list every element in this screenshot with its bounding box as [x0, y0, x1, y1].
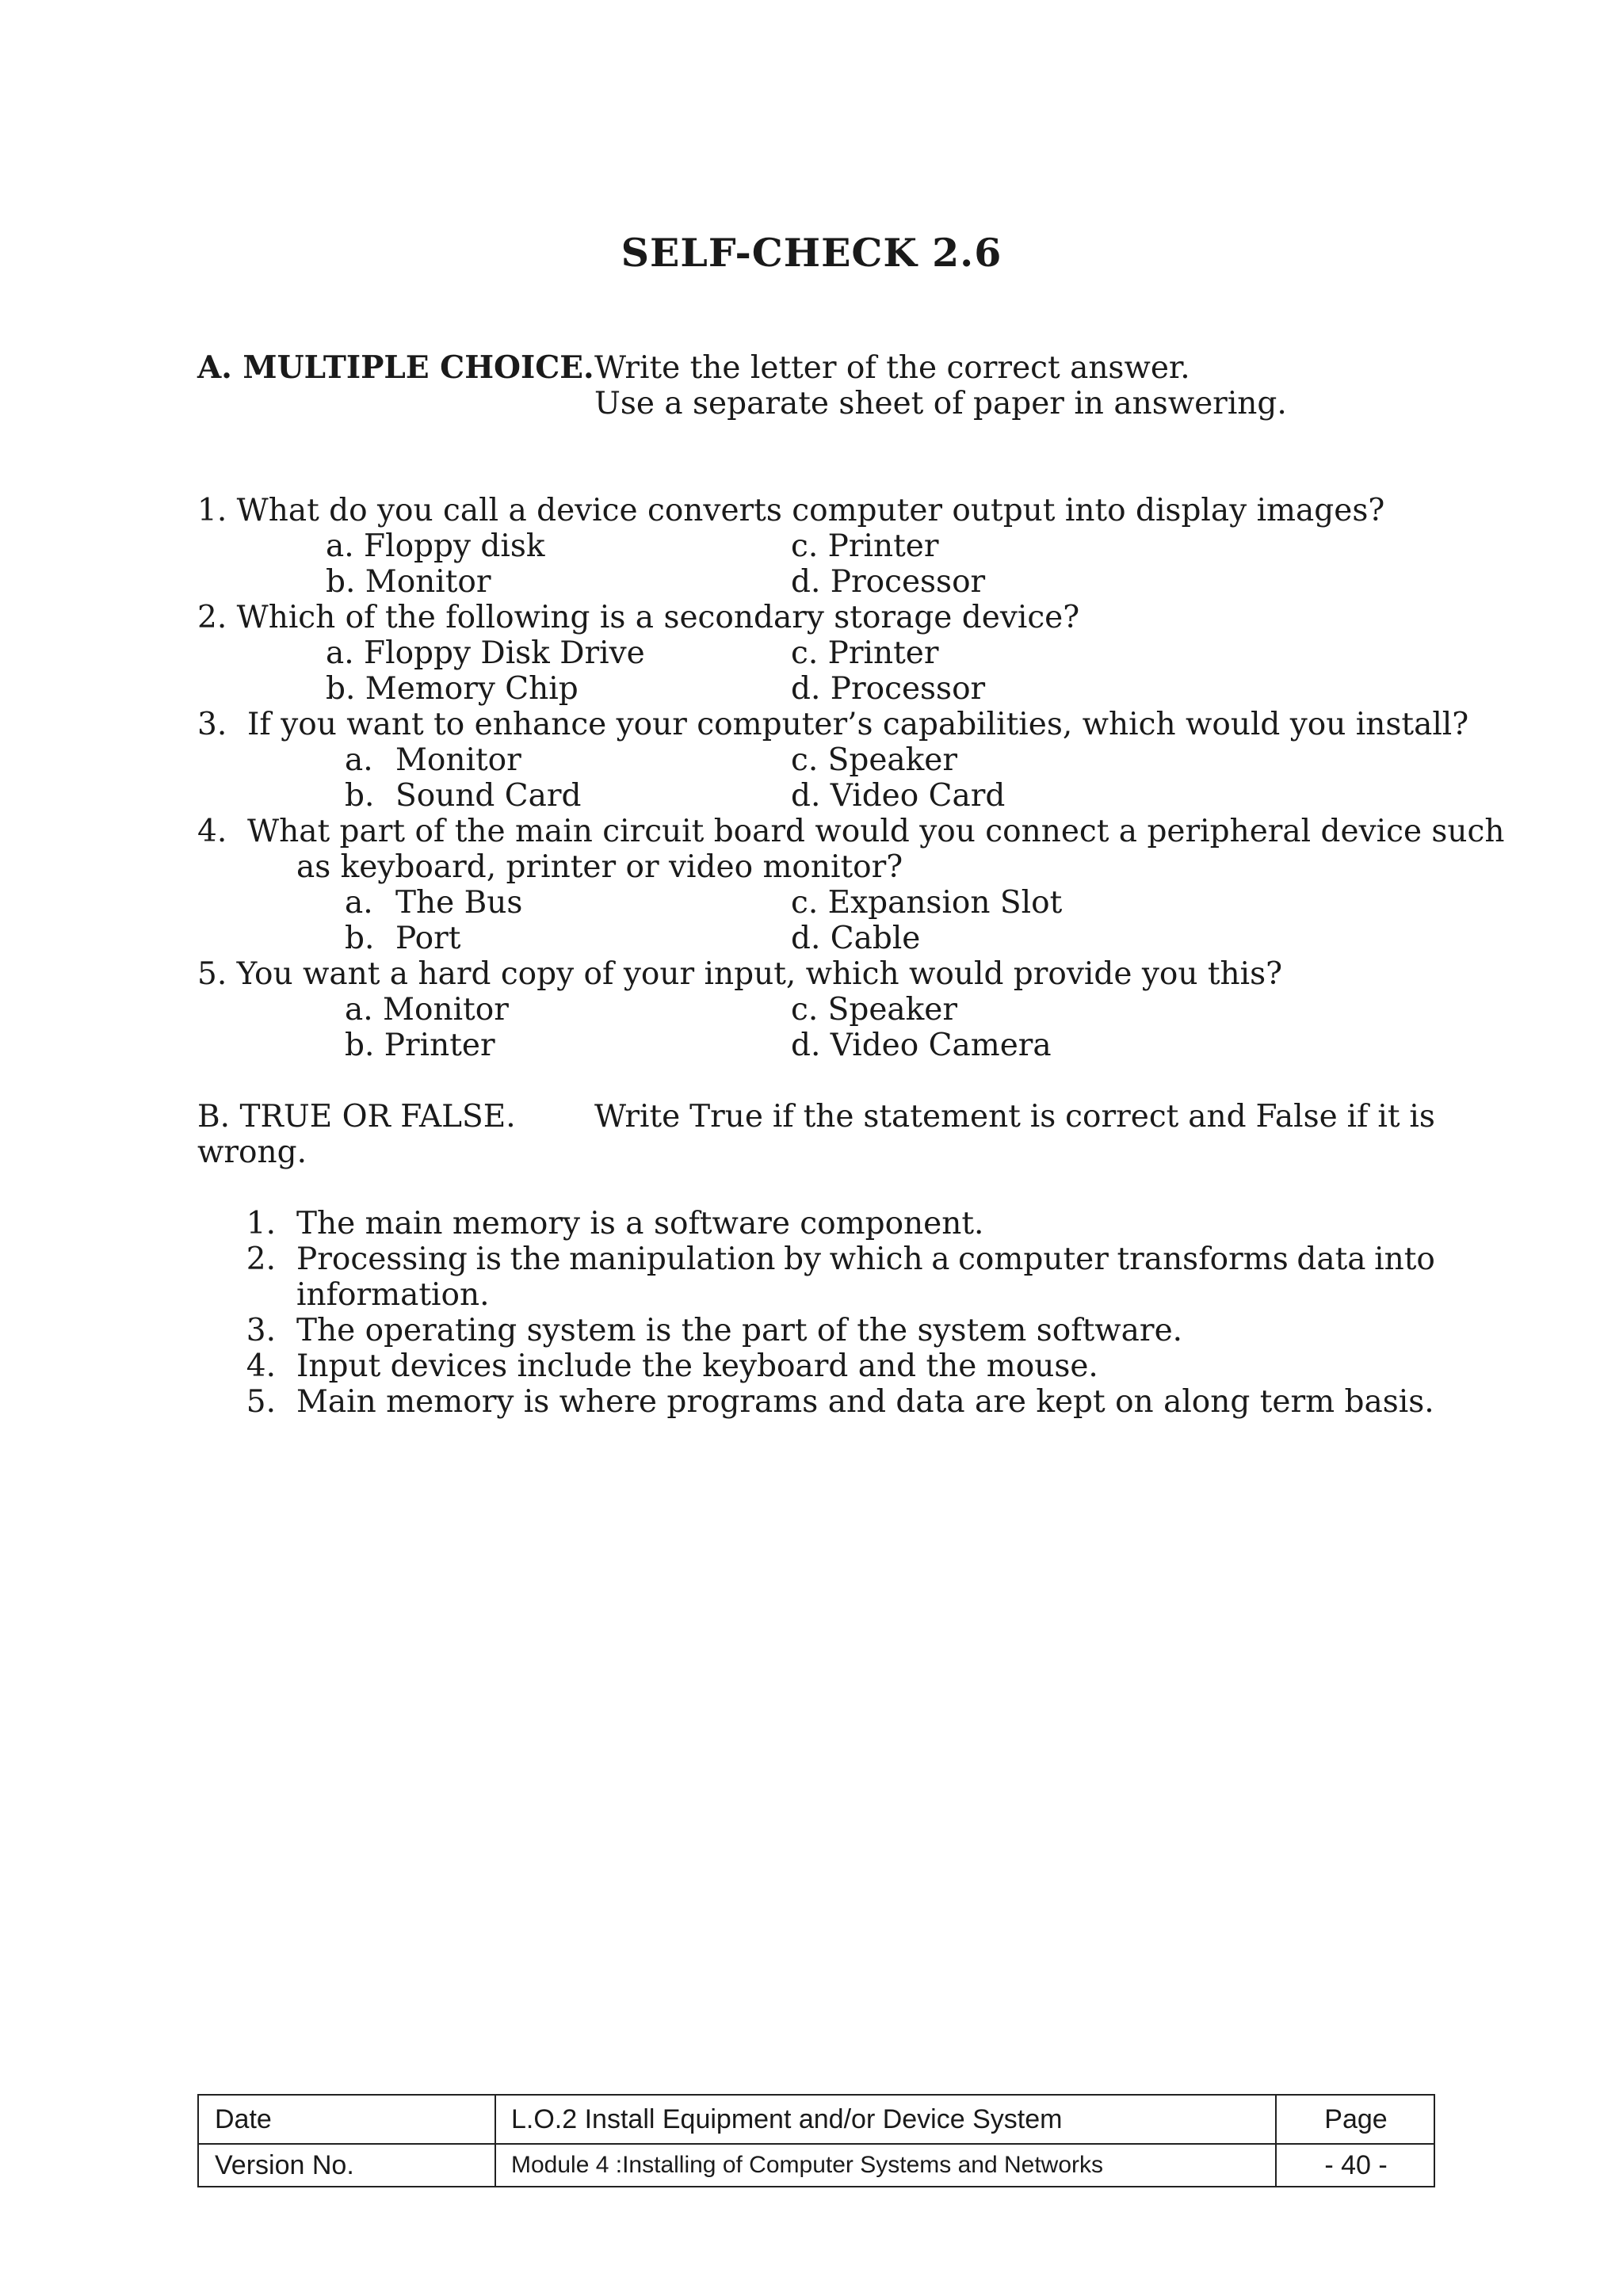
footer-page-label: Page [1324, 2103, 1388, 2134]
question-1 [197, 493, 1384, 528]
question-1-option-b: b. Monitor [326, 564, 491, 600]
footer-row-1 [199, 2096, 1434, 2145]
word: transforms [1117, 1241, 1289, 1277]
word: Processing [296, 1241, 468, 1277]
question-5-option-a: a. Monitor [345, 992, 509, 1028]
instruction-word: statement [863, 1099, 1021, 1135]
word: the [510, 1241, 561, 1277]
question-1-option-a: a. Floppy disk [326, 528, 545, 564]
tf-item-2-text-1 [296, 1241, 1435, 1277]
section-a-instruction-2: Use a separate sheet of paper in answering. [594, 386, 1287, 421]
section-b-instruction [594, 1099, 1435, 1135]
question-2-option-b: b. Memory Chip [326, 671, 579, 707]
section-b-instruction-wrap: wrong. [197, 1135, 307, 1170]
question-text: You want a hard copy of your input, which would provide you this? [236, 956, 1283, 992]
instruction-word: is [1029, 1099, 1056, 1135]
tf-item-5-text: Main memory is where programs and data are kept on along term basis. [296, 1384, 1434, 1420]
instruction-word: correct [1065, 1099, 1179, 1135]
question-number: 5. [197, 956, 227, 992]
question-number: 1. [197, 493, 227, 528]
question-4-option-d: d. Cable [791, 921, 921, 956]
tf-item-3-number: 3. [246, 1313, 276, 1348]
footer-divider [495, 2096, 496, 2186]
question-3-text: If you want to enhance your computer’s capabilities, which would you install? [247, 707, 1469, 742]
footer-module-title: Module 4 :Installing of Computer Systems and Networks [511, 2152, 1103, 2178]
footer-table [197, 2094, 1435, 2187]
tf-item-1-number: 1. [246, 1206, 276, 1241]
instruction-word: True [689, 1099, 763, 1135]
word: manipulation [569, 1241, 776, 1277]
question-2-option-a: a. Floppy Disk Drive [326, 635, 645, 671]
question-2-option-d: d. Processor [791, 671, 986, 707]
question-4-option-b: Port [395, 921, 461, 956]
footer-page-number: - 40 - [1324, 2149, 1388, 2180]
instruction-word: is [1409, 1099, 1435, 1135]
question-4-option-a-letter: a. [345, 885, 373, 921]
section-a-instruction-1: Write the letter of the correct answer. [594, 350, 1190, 386]
question-4-option-c: c. Expansion Slot [791, 885, 1063, 921]
footer-lo-title: L.O.2 Install Equipment and/or Device System [511, 2103, 1063, 2134]
section-a-label: A. MULTIPLE CHOICE. [197, 349, 594, 386]
tf-item-3-text: The operating system is the part of the system software. [296, 1313, 1183, 1348]
instruction-word: Write [594, 1099, 681, 1135]
question-3-option-c: c. Speaker [791, 742, 958, 778]
question-5-option-c: c. Speaker [791, 992, 958, 1028]
section-b-label: B. TRUE OR FALSE. [197, 1099, 516, 1135]
question-5-option-d: d. Video Camera [791, 1028, 1052, 1063]
instruction-word: False [1255, 1099, 1338, 1135]
footer-divider [1275, 2096, 1277, 2186]
question-3-number: 3. [197, 707, 227, 742]
footer-version-label: Version No. [215, 2149, 354, 2180]
question-4-number: 4. [197, 814, 227, 849]
tf-item-1-text: The main memory is a software component. [296, 1206, 984, 1241]
question-4-text-2: as keyboard, printer or video monitor? [296, 849, 903, 885]
word: which [829, 1241, 923, 1277]
question-4-text-1: What part of the main circuit board would you connect a peripheral device such [247, 814, 1505, 849]
word: into [1374, 1241, 1435, 1277]
word: by [784, 1241, 822, 1277]
instruction-word: if [772, 1099, 794, 1135]
question-2-option-c: c. Printer [791, 635, 939, 671]
word: is [475, 1241, 502, 1277]
question-3-option-b: Sound Card [395, 778, 582, 814]
question-3-option-a: Monitor [395, 742, 521, 778]
question-1-option-d: d. Processor [791, 564, 986, 600]
tf-item-5-number: 5. [246, 1384, 276, 1420]
question-3-option-a-letter: a. [345, 742, 373, 778]
instruction-word: if [1346, 1099, 1369, 1135]
word: data [1296, 1241, 1366, 1277]
question-4-option-a: The Bus [395, 885, 523, 921]
instruction-word: it [1377, 1099, 1400, 1135]
tf-item-2-number: 2. [246, 1241, 276, 1277]
page-title: SELF-CHECK 2.6 [621, 230, 1002, 276]
question-4-option-b-letter: b. [345, 921, 375, 956]
question-1-option-c: c. Printer [791, 528, 939, 564]
word: computer [958, 1241, 1109, 1277]
question-text: Which of the following is a secondary storage device? [236, 600, 1080, 635]
footer-date-label: Date [215, 2103, 272, 2134]
question-3-option-d: d. Video Card [791, 778, 1006, 814]
tf-item-2-text-2: information. [296, 1277, 490, 1313]
instruction-word: and [1188, 1099, 1247, 1135]
tf-item-4-number: 4. [246, 1348, 276, 1384]
word: a [931, 1241, 950, 1277]
question-2 [197, 600, 1079, 635]
footer-row-2 [199, 2143, 1434, 2187]
question-text: What do you call a device converts computer output into display images? [236, 493, 1385, 528]
tf-item-4-text: Input devices include the keyboard and the mouse. [296, 1348, 1098, 1384]
question-number: 2. [197, 600, 227, 635]
question-5-option-b: b. Printer [345, 1028, 495, 1063]
instruction-word: the [803, 1099, 854, 1135]
question-3-option-b-letter: b. [345, 778, 375, 814]
question-5 [197, 956, 1282, 992]
